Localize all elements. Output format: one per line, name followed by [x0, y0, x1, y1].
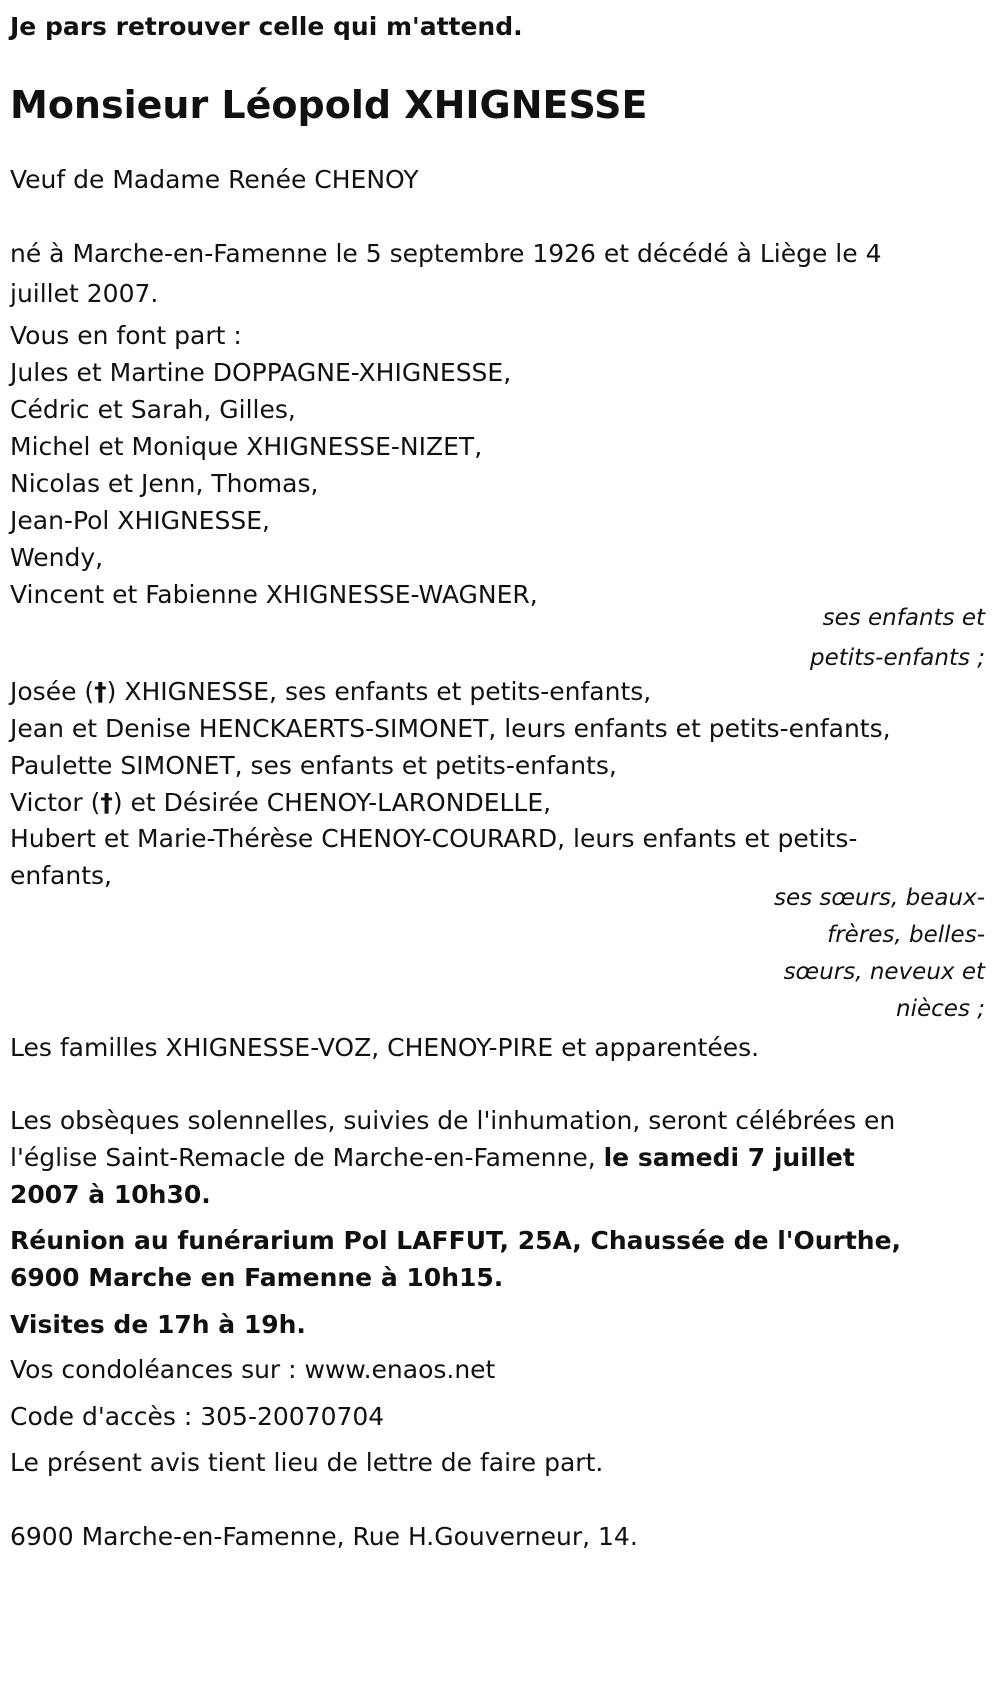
- family-member: Jules et Martine DOPPAGNE-XHIGNESSE,: [10, 358, 512, 387]
- intro-line: Vous en font part :: [10, 321, 242, 350]
- meeting-line: Réunion au funérarium Pol LAFFUT, 25A, Chaussée de l'Ourthe, 6900 Marche en Famenne à 10h15.: [10, 1226, 902, 1292]
- condolences-line: Vos condoléances sur : www.enaos.net: [10, 1355, 496, 1384]
- address-line: 6900 Marche-en-Famenne, Rue H.Gouverneur, 14.: [10, 1522, 638, 1551]
- widower-line: Veuf de Madame Renée CHENOY: [10, 165, 419, 194]
- family-member: Paulette SIMONET, ses enfants et petits-enfants,: [10, 751, 617, 780]
- name-after: ) et Désirée CHENOY-LARONDELLE,: [112, 788, 552, 817]
- siblings-role: ses sœurs, beaux-frères, belles-sœurs, neveux et nièces ;: [773, 885, 985, 1022]
- funeral-text: Les obsèques solennelles, suivies de l'inhumation, seront célébrées en l'église Saint-Remacle de Marche-en-Famenne,: [10, 1106, 896, 1172]
- family-member: Hubert et Marie-Thérèse CHENOY-COURARD, leurs enfants et petits-enfants,: [10, 824, 858, 890]
- motto: Je pars retrouver celle qui m'attend.: [10, 12, 523, 41]
- family-member: Jean et Denise HENCKAERTS-SIMONET, leurs enfants et petits-enfants,: [10, 714, 891, 743]
- family-member: Jean-Pol XHIGNESSE,: [10, 506, 270, 535]
- family-member: Wendy,: [10, 543, 104, 572]
- name-before: Josée (: [10, 677, 95, 706]
- deceased-name: Monsieur Léopold XHIGNESSE: [10, 83, 648, 127]
- family-member: Michel et Monique XHIGNESSE-NIZET,: [10, 432, 483, 461]
- birth-death-line: né à Marche-en-Famenne le 5 septembre 1926 et décédé à Liège le 4 juillet 2007.: [10, 239, 882, 308]
- name-after: ) XHIGNESSE, ses enfants et petits-enfants,: [106, 677, 652, 706]
- family-member: Cédric et Sarah, Gilles,: [10, 395, 296, 424]
- name-before: Victor (: [10, 788, 101, 817]
- access-code-line: Code d'accès : 305-20070704: [10, 1402, 385, 1431]
- funeral-date: le samedi 7 juillet 2007 à 10h30.: [10, 1143, 855, 1209]
- cross-icon: †: [94, 677, 107, 706]
- family-member: [10, 672, 651, 712]
- families-line: Les familles XHIGNESSE-VOZ, CHENOY-PIRE et apparentées.: [10, 1033, 760, 1062]
- visits-line: Visites de 17h à 19h.: [10, 1310, 306, 1339]
- children-role: ses enfants et petits-enfants ;: [809, 605, 985, 671]
- cross-icon: †: [100, 788, 113, 817]
- family-member: [10, 783, 551, 823]
- notice-line: Le présent avis tient lieu de lettre de faire part.: [10, 1448, 604, 1477]
- family-member: Nicolas et Jenn, Thomas,: [10, 469, 319, 498]
- funeral-details: [10, 1102, 930, 1213]
- family-member: Vincent et Fabienne XHIGNESSE-WAGNER,: [10, 580, 538, 609]
